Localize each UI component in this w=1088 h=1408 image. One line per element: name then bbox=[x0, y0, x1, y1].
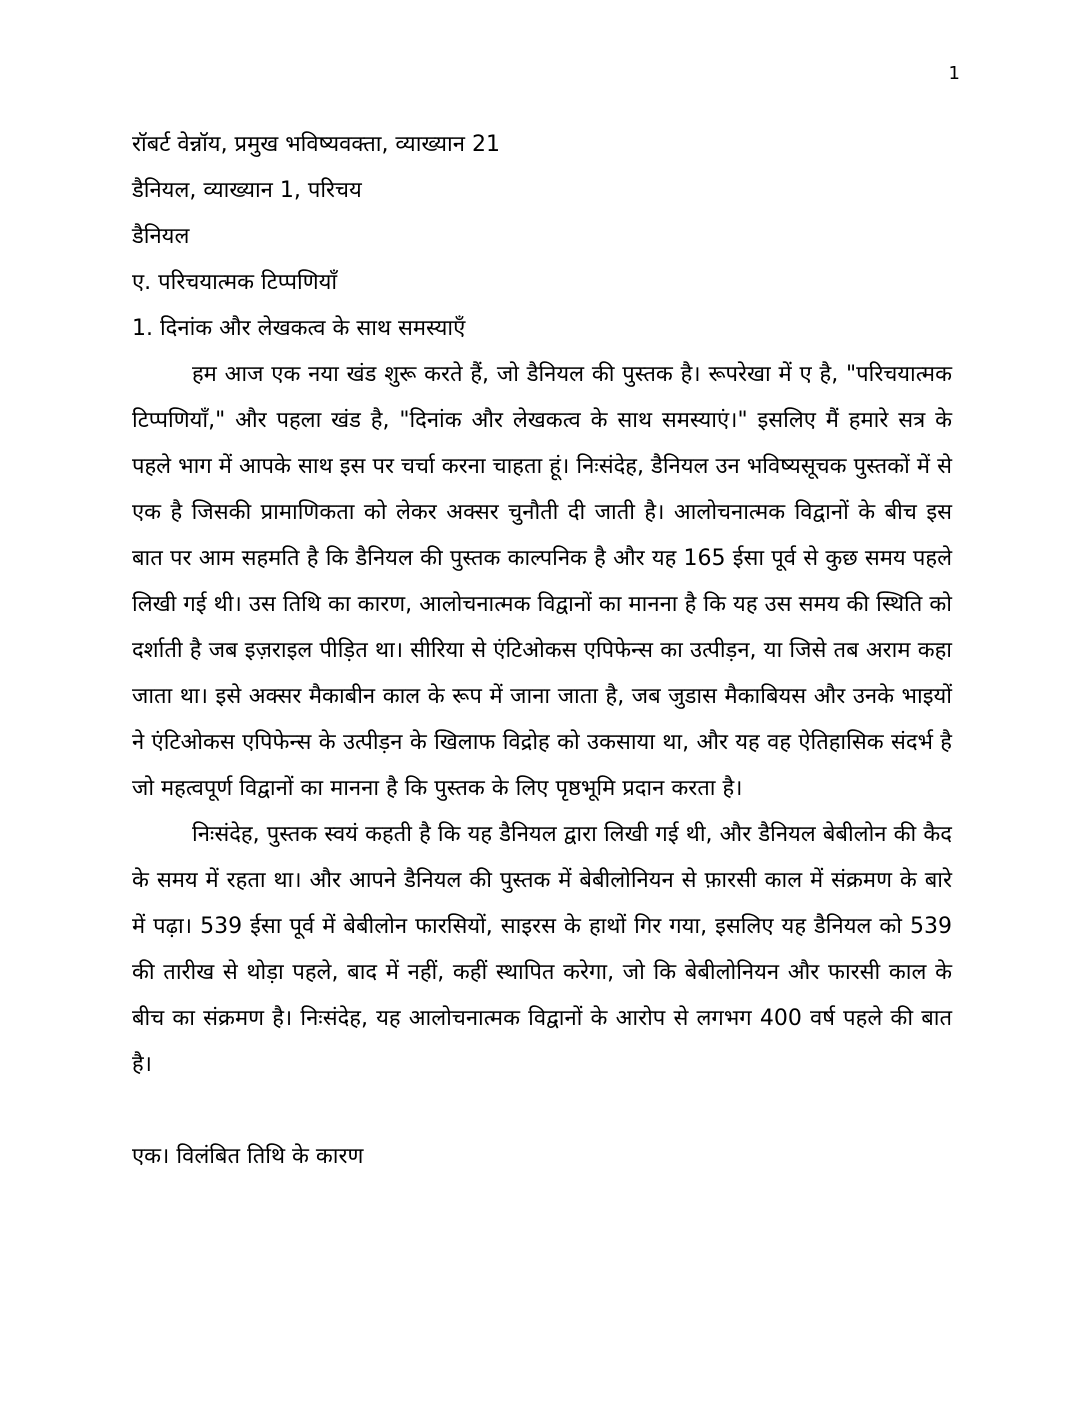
book-title: डैनियल bbox=[132, 224, 190, 249]
body-paragraph-1: हम आज एक नया खंड शुरू करते हैं, जो डैनियल की पुस्तक है। रूपरेखा में ए है, "परिचयात्मक टिप्पणियाँ," और पहला खंड है, "दिनांक और लेखकत्व के साथ समस्याएं।" इसलिए मैं हमारे सत्र के पहले भाग में आपके साथ इस पर चर्चा करना चाहता हूं। निःसंदेह, डैनियल उन भविष्यसूचक पुस्तकों में से एक है जिसकी प्रामाणिकता को लेकर अक्सर चुनौती दी जाती है। आलोचनात्मक विद्वानों के बीच इस बात पर आम सहमति है कि डैनियल की पुस्तक काल्पनिक है और यह 165 ईसा पूर्व से कुछ समय पहले लिखी गई थी। उस तिथि का कारण, आलोचनात्मक विद्वानों का मानना है कि यह उस समय की स्थिति को दर्शाती है जब इज़राइल पीड़ित था। सीरिया से एंटिओकस एपिफेन्स का उत्पीड़न, या जिसे तब अराम कहा जाता था। इसे अक्सर मैकाबीन काल के रूप में जाना जाता है, जब जुडास मैकाबियस और उनके भाइयों ने एंटिओकस एपिफेन्स के उत्पीड़न के खिलाफ विद्रोह को उकसाया था, और यह वह ऐतिहासिक संदर्भ है जो महत्वपूर्ण विद्वानों का मानना है कि पुस्तक के लिए पृष्ठभूमि प्रदान करता है। bbox=[132, 362, 952, 801]
section-heading-a: ए. परिचयात्मक टिप्पणियाँ bbox=[132, 270, 338, 295]
page-number: 1 bbox=[948, 63, 960, 84]
section-spacer bbox=[132, 1088, 952, 1134]
body-paragraph-2: निःसंदेह, पुस्तक स्वयं कहती है कि यह डैनियल द्वारा लिखी गई थी, और डैनियल बेबीलोन की कैद के समय में रहता था। और आपने डैनियल की पुस्तक में बेबीलोनियन से फ़ारसी काल में संक्रमण के बारे में पढ़ा। 539 ईसा पूर्व में बेबीलोन फारसियों, साइरस के हाथों गिर गया, इसलिए यह डैनियल को 539 की तारीख से थोड़ा पहले, बाद में नहीं, कहीं स्थापित करेगा, जो कि बेबीलोनियन और फारसी काल के बीच का संक्रमण है। निःसंदेह, यह आलोचनात्मक विद्वानों के आरोप से लगभग 400 वर्ष पहले की बात है। bbox=[132, 822, 952, 1077]
subsection-heading-1: 1. दिनांक और लेखकत्व के साथ समस्याएँ bbox=[132, 316, 466, 341]
lecture-subtitle: डैनियल, व्याख्यान 1, परिचय bbox=[132, 178, 362, 203]
lecture-title: रॉबर्ट वेन्नॉय, प्रमुख भविष्यवक्ता, व्याख्यान 21 bbox=[132, 132, 500, 157]
subsection-heading-late-date: एक। विलंबित तिथि के कारण bbox=[132, 1144, 364, 1169]
document-content bbox=[132, 122, 952, 1180]
